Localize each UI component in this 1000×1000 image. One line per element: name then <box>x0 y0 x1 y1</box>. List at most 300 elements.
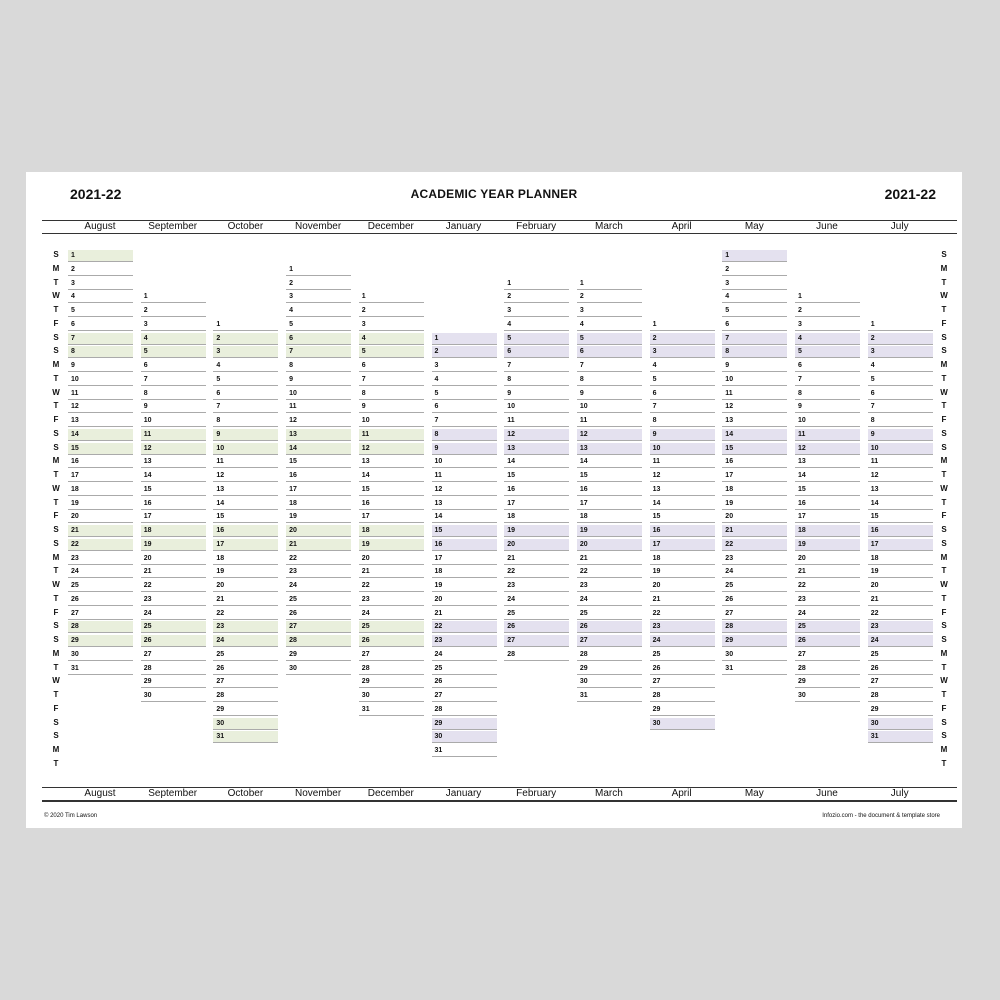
day-cell[interactable]: 1 <box>504 278 569 290</box>
day-cell[interactable]: 6 <box>795 360 860 372</box>
day-cell[interactable]: 21 <box>795 566 860 578</box>
day-cell[interactable]: 12 <box>213 470 278 482</box>
day-cell[interactable]: 8 <box>868 415 933 427</box>
day-cell[interactable]: 31 <box>213 731 278 743</box>
day-cell[interactable]: 15 <box>650 511 715 523</box>
day-cell[interactable]: 11 <box>213 456 278 468</box>
day-cell[interactable]: 25 <box>504 608 569 620</box>
day-cell[interactable]: 12 <box>359 443 424 455</box>
day-cell[interactable]: 1 <box>359 291 424 303</box>
day-cell[interactable]: 13 <box>577 443 642 455</box>
day-cell[interactable]: 28 <box>795 663 860 675</box>
day-cell[interactable]: 10 <box>722 374 787 386</box>
day-cell[interactable]: 11 <box>722 388 787 400</box>
day-cell[interactable]: 25 <box>359 621 424 633</box>
day-cell[interactable]: 21 <box>722 525 787 537</box>
day-cell[interactable]: 13 <box>432 498 497 510</box>
day-cell[interactable]: 24 <box>868 635 933 647</box>
day-cell[interactable]: 27 <box>868 676 933 688</box>
day-cell[interactable]: 8 <box>141 388 206 400</box>
day-cell[interactable]: 3 <box>577 305 642 317</box>
day-cell[interactable]: 28 <box>432 704 497 716</box>
day-cell[interactable]: 2 <box>722 264 787 276</box>
day-cell[interactable]: 10 <box>650 443 715 455</box>
day-cell[interactable]: 20 <box>359 553 424 565</box>
day-cell[interactable]: 28 <box>504 649 569 661</box>
day-cell[interactable]: 4 <box>577 319 642 331</box>
day-cell[interactable]: 30 <box>68 649 133 661</box>
day-cell[interactable]: 9 <box>213 429 278 441</box>
day-cell[interactable]: 29 <box>432 718 497 730</box>
day-cell[interactable]: 4 <box>68 291 133 303</box>
day-cell[interactable]: 26 <box>432 676 497 688</box>
day-cell[interactable]: 1 <box>795 291 860 303</box>
day-cell[interactable]: 10 <box>868 443 933 455</box>
day-cell[interactable]: 3 <box>68 278 133 290</box>
day-cell[interactable]: 24 <box>432 649 497 661</box>
day-cell[interactable]: 6 <box>141 360 206 372</box>
day-cell[interactable]: 14 <box>722 429 787 441</box>
day-cell[interactable]: 14 <box>868 498 933 510</box>
day-cell[interactable]: 14 <box>213 498 278 510</box>
day-cell[interactable]: 2 <box>577 291 642 303</box>
day-cell[interactable]: 19 <box>722 498 787 510</box>
day-cell[interactable]: 26 <box>868 663 933 675</box>
day-cell[interactable]: 10 <box>359 415 424 427</box>
day-cell[interactable]: 9 <box>141 401 206 413</box>
day-cell[interactable]: 4 <box>141 333 206 345</box>
day-cell[interactable]: 5 <box>504 333 569 345</box>
day-cell[interactable]: 7 <box>795 374 860 386</box>
day-cell[interactable]: 27 <box>286 621 351 633</box>
day-cell[interactable]: 17 <box>868 539 933 551</box>
day-cell[interactable]: 23 <box>213 621 278 633</box>
day-cell[interactable]: 23 <box>141 594 206 606</box>
day-cell[interactable]: 20 <box>286 525 351 537</box>
day-cell[interactable]: 27 <box>504 635 569 647</box>
day-cell[interactable]: 8 <box>650 415 715 427</box>
day-cell[interactable]: 9 <box>432 443 497 455</box>
day-cell[interactable]: 17 <box>650 539 715 551</box>
day-cell[interactable]: 27 <box>722 608 787 620</box>
day-cell[interactable]: 6 <box>432 401 497 413</box>
day-cell[interactable]: 24 <box>650 635 715 647</box>
day-cell[interactable]: 16 <box>141 498 206 510</box>
day-cell[interactable]: 25 <box>141 621 206 633</box>
day-cell[interactable]: 26 <box>359 635 424 647</box>
day-cell[interactable]: 11 <box>286 401 351 413</box>
day-cell[interactable]: 14 <box>286 443 351 455</box>
day-cell[interactable]: 10 <box>141 415 206 427</box>
day-cell[interactable]: 7 <box>286 346 351 358</box>
day-cell[interactable]: 17 <box>68 470 133 482</box>
day-cell[interactable]: 4 <box>650 360 715 372</box>
day-cell[interactable]: 21 <box>650 594 715 606</box>
day-cell[interactable]: 12 <box>68 401 133 413</box>
day-cell[interactable]: 16 <box>432 539 497 551</box>
day-cell[interactable]: 21 <box>359 566 424 578</box>
day-cell[interactable]: 18 <box>68 484 133 496</box>
day-cell[interactable]: 11 <box>432 470 497 482</box>
day-cell[interactable]: 4 <box>504 319 569 331</box>
day-cell[interactable]: 21 <box>213 594 278 606</box>
day-cell[interactable]: 18 <box>359 525 424 537</box>
day-cell[interactable]: 5 <box>141 346 206 358</box>
day-cell[interactable]: 15 <box>577 470 642 482</box>
day-cell[interactable]: 8 <box>795 388 860 400</box>
day-cell[interactable]: 21 <box>432 608 497 620</box>
day-cell[interactable]: 15 <box>286 456 351 468</box>
day-cell[interactable]: 25 <box>577 608 642 620</box>
day-cell[interactable]: 8 <box>722 346 787 358</box>
day-cell[interactable]: 24 <box>722 566 787 578</box>
day-cell[interactable]: 19 <box>650 566 715 578</box>
day-cell[interactable]: 11 <box>141 429 206 441</box>
day-cell[interactable]: 16 <box>650 525 715 537</box>
day-cell[interactable]: 15 <box>141 484 206 496</box>
day-cell[interactable]: 30 <box>213 718 278 730</box>
day-cell[interactable]: 19 <box>359 539 424 551</box>
day-cell[interactable]: 30 <box>795 690 860 702</box>
day-cell[interactable]: 10 <box>68 374 133 386</box>
day-cell[interactable]: 1 <box>141 291 206 303</box>
day-cell[interactable]: 11 <box>868 456 933 468</box>
day-cell[interactable]: 17 <box>504 498 569 510</box>
day-cell[interactable]: 22 <box>286 553 351 565</box>
day-cell[interactable]: 24 <box>286 580 351 592</box>
day-cell[interactable]: 18 <box>650 553 715 565</box>
day-cell[interactable]: 23 <box>868 621 933 633</box>
day-cell[interactable]: 9 <box>504 388 569 400</box>
day-cell[interactable]: 22 <box>213 608 278 620</box>
day-cell[interactable]: 6 <box>213 388 278 400</box>
day-cell[interactable]: 19 <box>432 580 497 592</box>
day-cell[interactable]: 20 <box>141 553 206 565</box>
day-cell[interactable]: 8 <box>359 388 424 400</box>
day-cell[interactable]: 6 <box>359 360 424 372</box>
day-cell[interactable]: 5 <box>650 374 715 386</box>
day-cell[interactable]: 30 <box>722 649 787 661</box>
day-cell[interactable]: 1 <box>722 250 787 262</box>
day-cell[interactable]: 19 <box>577 525 642 537</box>
day-cell[interactable]: 20 <box>68 511 133 523</box>
day-cell[interactable]: 25 <box>213 649 278 661</box>
day-cell[interactable]: 21 <box>868 594 933 606</box>
day-cell[interactable]: 20 <box>504 539 569 551</box>
day-cell[interactable]: 2 <box>795 305 860 317</box>
day-cell[interactable]: 20 <box>722 511 787 523</box>
day-cell[interactable]: 7 <box>68 333 133 345</box>
day-cell[interactable]: 26 <box>577 621 642 633</box>
day-cell[interactable]: 16 <box>359 498 424 510</box>
day-cell[interactable]: 26 <box>141 635 206 647</box>
day-cell[interactable]: 31 <box>868 731 933 743</box>
day-cell[interactable]: 3 <box>795 319 860 331</box>
day-cell[interactable]: 10 <box>432 456 497 468</box>
day-cell[interactable]: 11 <box>504 415 569 427</box>
day-cell[interactable]: 2 <box>286 278 351 290</box>
day-cell[interactable]: 23 <box>432 635 497 647</box>
day-cell[interactable]: 20 <box>868 580 933 592</box>
day-cell[interactable]: 26 <box>68 594 133 606</box>
day-cell[interactable]: 21 <box>577 553 642 565</box>
day-cell[interactable]: 13 <box>213 484 278 496</box>
day-cell[interactable]: 11 <box>795 429 860 441</box>
day-cell[interactable]: 16 <box>577 484 642 496</box>
day-cell[interactable]: 20 <box>213 580 278 592</box>
day-cell[interactable]: 15 <box>504 470 569 482</box>
day-cell[interactable]: 31 <box>359 704 424 716</box>
day-cell[interactable]: 11 <box>359 429 424 441</box>
day-cell[interactable]: 7 <box>577 360 642 372</box>
day-cell[interactable]: 17 <box>286 484 351 496</box>
day-cell[interactable]: 28 <box>213 690 278 702</box>
day-cell[interactable]: 1 <box>577 278 642 290</box>
day-cell[interactable]: 24 <box>359 608 424 620</box>
day-cell[interactable]: 31 <box>432 745 497 757</box>
day-cell[interactable]: 12 <box>141 443 206 455</box>
day-cell[interactable]: 4 <box>286 305 351 317</box>
day-cell[interactable]: 13 <box>504 443 569 455</box>
day-cell[interactable]: 13 <box>141 456 206 468</box>
day-cell[interactable]: 19 <box>868 566 933 578</box>
day-cell[interactable]: 28 <box>577 649 642 661</box>
day-cell[interactable]: 2 <box>213 333 278 345</box>
day-cell[interactable]: 1 <box>68 250 133 262</box>
day-cell[interactable]: 6 <box>577 346 642 358</box>
day-cell[interactable]: 2 <box>141 305 206 317</box>
day-cell[interactable]: 1 <box>286 264 351 276</box>
day-cell[interactable]: 7 <box>504 360 569 372</box>
day-cell[interactable]: 29 <box>722 635 787 647</box>
day-cell[interactable]: 13 <box>868 484 933 496</box>
day-cell[interactable]: 17 <box>141 511 206 523</box>
day-cell[interactable]: 28 <box>359 663 424 675</box>
day-cell[interactable]: 8 <box>504 374 569 386</box>
day-cell[interactable]: 10 <box>504 401 569 413</box>
day-cell[interactable]: 10 <box>795 415 860 427</box>
day-cell[interactable]: 9 <box>868 429 933 441</box>
day-cell[interactable]: 3 <box>141 319 206 331</box>
day-cell[interactable]: 14 <box>577 456 642 468</box>
day-cell[interactable]: 3 <box>286 291 351 303</box>
day-cell[interactable]: 27 <box>213 676 278 688</box>
day-cell[interactable]: 26 <box>286 608 351 620</box>
day-cell[interactable]: 17 <box>722 470 787 482</box>
day-cell[interactable]: 21 <box>504 553 569 565</box>
day-cell[interactable]: 5 <box>722 305 787 317</box>
day-cell[interactable]: 27 <box>68 608 133 620</box>
day-cell[interactable]: 23 <box>650 621 715 633</box>
day-cell[interactable]: 8 <box>577 374 642 386</box>
day-cell[interactable]: 31 <box>68 663 133 675</box>
day-cell[interactable]: 26 <box>213 663 278 675</box>
day-cell[interactable]: 28 <box>868 690 933 702</box>
day-cell[interactable]: 8 <box>213 415 278 427</box>
day-cell[interactable]: 12 <box>650 470 715 482</box>
day-cell[interactable]: 29 <box>286 649 351 661</box>
day-cell[interactable]: 6 <box>68 319 133 331</box>
day-cell[interactable]: 15 <box>432 525 497 537</box>
day-cell[interactable]: 6 <box>722 319 787 331</box>
day-cell[interactable]: 29 <box>213 704 278 716</box>
day-cell[interactable]: 25 <box>432 663 497 675</box>
day-cell[interactable]: 17 <box>795 511 860 523</box>
day-cell[interactable]: 29 <box>795 676 860 688</box>
day-cell[interactable]: 23 <box>722 553 787 565</box>
day-cell[interactable]: 12 <box>722 401 787 413</box>
day-cell[interactable]: 13 <box>722 415 787 427</box>
day-cell[interactable]: 23 <box>504 580 569 592</box>
day-cell[interactable]: 6 <box>868 388 933 400</box>
day-cell[interactable]: 16 <box>722 456 787 468</box>
day-cell[interactable]: 16 <box>868 525 933 537</box>
day-cell[interactable]: 24 <box>68 566 133 578</box>
day-cell[interactable]: 25 <box>286 594 351 606</box>
day-cell[interactable]: 12 <box>432 484 497 496</box>
day-cell[interactable]: 18 <box>286 498 351 510</box>
day-cell[interactable]: 3 <box>722 278 787 290</box>
day-cell[interactable]: 4 <box>359 333 424 345</box>
day-cell[interactable]: 23 <box>359 594 424 606</box>
day-cell[interactable]: 16 <box>68 456 133 468</box>
day-cell[interactable]: 6 <box>504 346 569 358</box>
day-cell[interactable]: 13 <box>359 456 424 468</box>
day-cell[interactable]: 21 <box>141 566 206 578</box>
day-cell[interactable]: 21 <box>286 539 351 551</box>
day-cell[interactable]: 9 <box>68 360 133 372</box>
day-cell[interactable]: 30 <box>432 731 497 743</box>
day-cell[interactable]: 5 <box>432 388 497 400</box>
day-cell[interactable]: 7 <box>432 415 497 427</box>
day-cell[interactable]: 5 <box>68 305 133 317</box>
day-cell[interactable]: 25 <box>795 621 860 633</box>
day-cell[interactable]: 6 <box>286 333 351 345</box>
day-cell[interactable]: 22 <box>141 580 206 592</box>
day-cell[interactable]: 3 <box>359 319 424 331</box>
day-cell[interactable]: 14 <box>68 429 133 441</box>
day-cell[interactable]: 19 <box>286 511 351 523</box>
day-cell[interactable]: 20 <box>795 553 860 565</box>
day-cell[interactable]: 3 <box>650 346 715 358</box>
day-cell[interactable]: 5 <box>286 319 351 331</box>
day-cell[interactable]: 15 <box>722 443 787 455</box>
day-cell[interactable]: 7 <box>141 374 206 386</box>
day-cell[interactable]: 2 <box>650 333 715 345</box>
day-cell[interactable]: 29 <box>359 676 424 688</box>
day-cell[interactable]: 8 <box>286 360 351 372</box>
day-cell[interactable]: 30 <box>577 676 642 688</box>
day-cell[interactable]: 12 <box>286 415 351 427</box>
day-cell[interactable]: 24 <box>213 635 278 647</box>
day-cell[interactable]: 29 <box>577 663 642 675</box>
day-cell[interactable]: 18 <box>868 553 933 565</box>
day-cell[interactable]: 30 <box>141 690 206 702</box>
day-cell[interactable]: 13 <box>795 456 860 468</box>
day-cell[interactable]: 9 <box>577 388 642 400</box>
day-cell[interactable]: 24 <box>577 594 642 606</box>
day-cell[interactable]: 13 <box>650 484 715 496</box>
day-cell[interactable]: 27 <box>795 649 860 661</box>
day-cell[interactable]: 14 <box>359 470 424 482</box>
day-cell[interactable]: 28 <box>141 663 206 675</box>
day-cell[interactable]: 25 <box>650 649 715 661</box>
day-cell[interactable]: 19 <box>68 498 133 510</box>
day-cell[interactable]: 1 <box>213 319 278 331</box>
day-cell[interactable]: 9 <box>795 401 860 413</box>
day-cell[interactable]: 28 <box>650 690 715 702</box>
day-cell[interactable]: 4 <box>432 374 497 386</box>
day-cell[interactable]: 17 <box>359 511 424 523</box>
day-cell[interactable]: 25 <box>68 580 133 592</box>
day-cell[interactable]: 29 <box>868 704 933 716</box>
day-cell[interactable]: 27 <box>650 676 715 688</box>
day-cell[interactable]: 12 <box>504 429 569 441</box>
day-cell[interactable]: 20 <box>577 539 642 551</box>
day-cell[interactable]: 28 <box>722 621 787 633</box>
day-cell[interactable]: 19 <box>795 539 860 551</box>
day-cell[interactable]: 30 <box>868 718 933 730</box>
day-cell[interactable]: 23 <box>68 553 133 565</box>
day-cell[interactable]: 11 <box>650 456 715 468</box>
day-cell[interactable]: 30 <box>359 690 424 702</box>
day-cell[interactable]: 19 <box>504 525 569 537</box>
day-cell[interactable]: 24 <box>795 608 860 620</box>
day-cell[interactable]: 9 <box>722 360 787 372</box>
day-cell[interactable]: 14 <box>432 511 497 523</box>
day-cell[interactable]: 7 <box>868 401 933 413</box>
day-cell[interactable]: 1 <box>868 319 933 331</box>
day-cell[interactable]: 3 <box>504 305 569 317</box>
day-cell[interactable]: 22 <box>650 608 715 620</box>
day-cell[interactable]: 4 <box>868 360 933 372</box>
day-cell[interactable]: 22 <box>722 539 787 551</box>
day-cell[interactable]: 5 <box>359 346 424 358</box>
day-cell[interactable]: 4 <box>213 360 278 372</box>
day-cell[interactable]: 7 <box>213 401 278 413</box>
day-cell[interactable]: 17 <box>213 539 278 551</box>
day-cell[interactable]: 18 <box>722 484 787 496</box>
day-cell[interactable]: 18 <box>213 553 278 565</box>
day-cell[interactable]: 22 <box>795 580 860 592</box>
day-cell[interactable]: 18 <box>577 511 642 523</box>
day-cell[interactable]: 15 <box>795 484 860 496</box>
day-cell[interactable]: 1 <box>650 319 715 331</box>
day-cell[interactable]: 4 <box>722 291 787 303</box>
day-cell[interactable]: 28 <box>68 621 133 633</box>
day-cell[interactable]: 6 <box>650 388 715 400</box>
day-cell[interactable]: 28 <box>286 635 351 647</box>
day-cell[interactable]: 12 <box>795 443 860 455</box>
day-cell[interactable]: 2 <box>68 264 133 276</box>
day-cell[interactable]: 23 <box>795 594 860 606</box>
day-cell[interactable]: 2 <box>504 291 569 303</box>
day-cell[interactable]: 14 <box>504 456 569 468</box>
day-cell[interactable]: 2 <box>359 305 424 317</box>
day-cell[interactable]: 22 <box>359 580 424 592</box>
day-cell[interactable]: 29 <box>650 704 715 716</box>
day-cell[interactable]: 10 <box>286 388 351 400</box>
day-cell[interactable]: 8 <box>432 429 497 441</box>
day-cell[interactable]: 25 <box>722 580 787 592</box>
day-cell[interactable]: 2 <box>432 346 497 358</box>
day-cell[interactable]: 22 <box>868 608 933 620</box>
day-cell[interactable]: 27 <box>577 635 642 647</box>
day-cell[interactable]: 30 <box>650 718 715 730</box>
day-cell[interactable]: 5 <box>577 333 642 345</box>
day-cell[interactable]: 11 <box>577 415 642 427</box>
day-cell[interactable]: 16 <box>286 470 351 482</box>
